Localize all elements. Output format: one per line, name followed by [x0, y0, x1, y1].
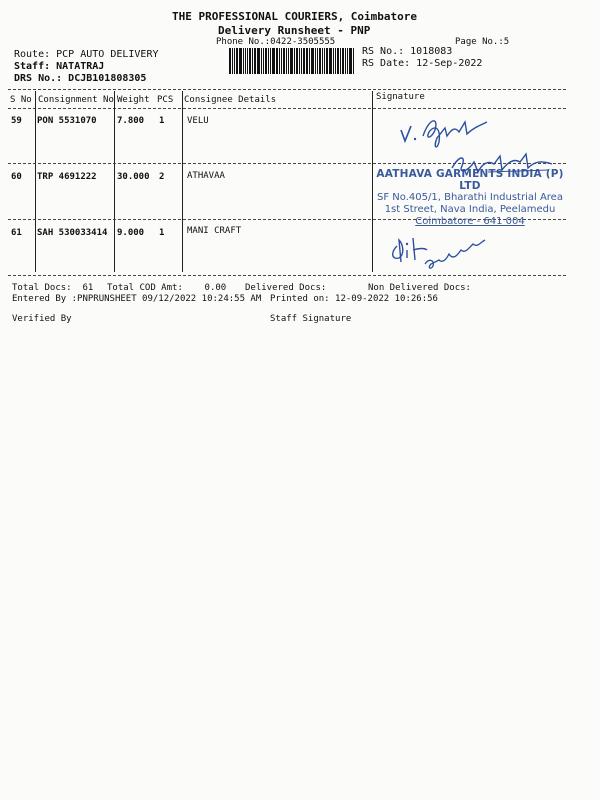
company-name: THE PROFESSIONAL COURIERS, Coimbatore [172, 10, 418, 23]
stamp-company-name: AATHAVA GARMENTS INDIA (P) LTD [376, 168, 564, 192]
col-header-consignee: Consignee Details [184, 95, 277, 105]
entered-by: Entered By :PNPRUNSHEET 09/12/2022 10:24:55 AM [12, 294, 262, 304]
stamp-address-line: 1st Street, Nava India, Peelamedu [384, 204, 556, 215]
col-header-weight: Weight [117, 95, 150, 105]
runsheet-title: Delivery Runsheet - PNP [218, 24, 371, 37]
row-sno: 59 [11, 116, 22, 126]
non-delivered-docs: Non Delivered Docs: [368, 283, 471, 293]
row-sno: 61 [11, 228, 22, 238]
row-sno: 60 [11, 172, 22, 182]
row-weight: 9.000 [117, 228, 145, 238]
row-pcs: 1 [159, 116, 165, 126]
row-pcs: 1 [159, 228, 165, 238]
signature-row-61 [385, 230, 505, 276]
row-weight: 30.000 [117, 172, 150, 182]
signature-row-60 [448, 148, 558, 182]
total-docs: Total Docs: 61 [12, 283, 94, 293]
staff-signature-label: Staff Signature [270, 314, 352, 324]
printed-on: Printed on: 12-09-2022 10:26:56 [270, 294, 438, 304]
phone-number: Phone No.:0422-3505555 [216, 37, 336, 47]
barcode-image [229, 48, 357, 74]
row-consignment: TRP 4691222 [37, 172, 97, 182]
staff-label: Staff: NATATRAJ [14, 61, 105, 72]
total-cod-amount: Total COD Amt: 0.00 [107, 283, 227, 293]
col-header-sno: S No [10, 95, 32, 105]
row-pcs: 2 [159, 172, 165, 182]
drs-number: DRS No.: DCJB101808305 [14, 73, 147, 84]
row-consignee: MANI CRAFT [187, 226, 242, 236]
rs-number: RS No.: 1018083 [362, 46, 453, 57]
col-header-pcs: PCS [157, 95, 174, 105]
stamp-address-line: SF No.405/1, Bharathi Industrial Area [377, 192, 563, 203]
row-consignment: PON 5531070 [37, 116, 97, 126]
col-header-consignment: Consignment No [38, 95, 114, 105]
col-divider [182, 91, 183, 272]
col-divider [114, 91, 115, 272]
page-number: Page No.:5 [455, 37, 510, 47]
route-label: Route: PCP AUTO DELIVERY [14, 49, 159, 60]
delivered-docs: Delivered Docs: [245, 283, 327, 293]
row-consignee: ATHAVAA [187, 171, 225, 181]
row-consignment: SAH 530033414 [37, 228, 108, 238]
table-top-rule [8, 89, 566, 90]
rs-date: RS Date: 12-Sep-2022 [362, 58, 483, 69]
col-divider [35, 91, 36, 272]
row-weight: 7.800 [117, 116, 145, 126]
row-consignee: VELU [187, 116, 209, 126]
verified-by-label: Verified By [12, 314, 72, 324]
signature-row-59 [395, 108, 505, 152]
stamp-city: Coimbatore - 641 004 [415, 216, 525, 227]
col-header-signature: Signature [376, 92, 425, 102]
